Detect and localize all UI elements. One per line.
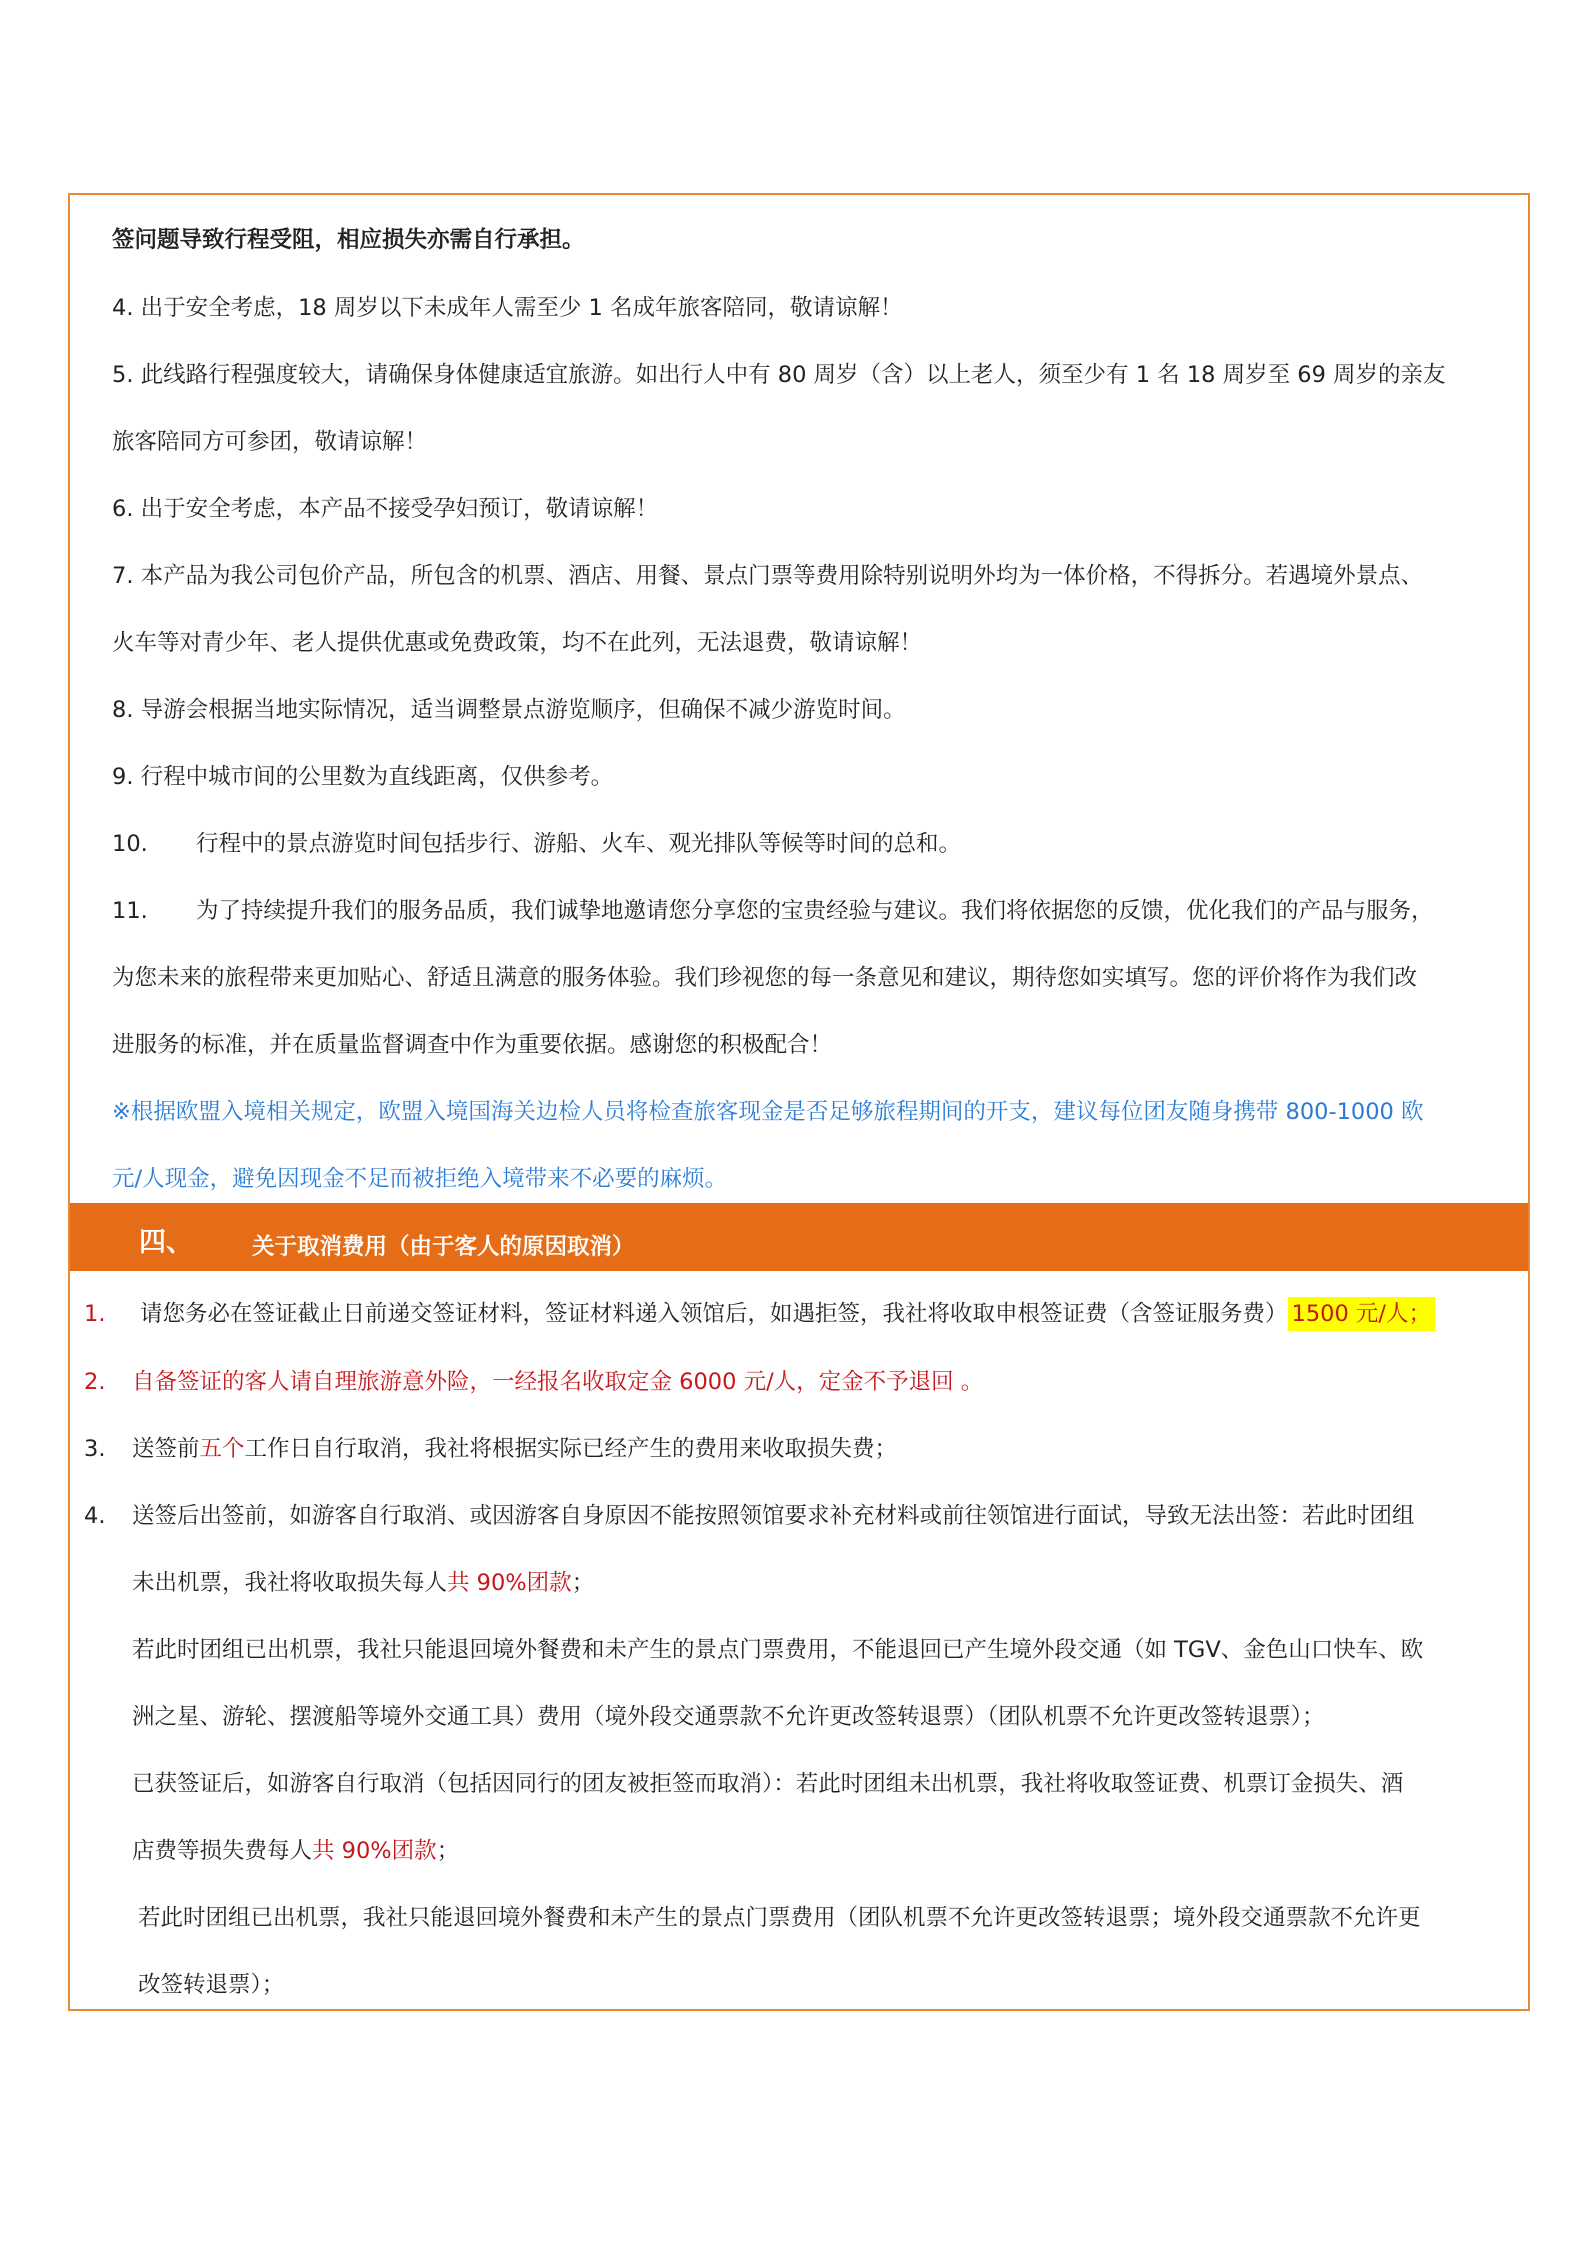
note-11-line3: 进服务的标准，并在质量监督调查中作为重要依据。感谢您的积极配合！ [112,1032,833,1058]
cancel-item-4-line2-post: ； [571,1570,595,1596]
note-6: 6. 出于安全考虑，本产品不接受孕妇预订，敬请谅解！ [112,496,659,522]
section-number: 四、 [139,1227,193,1258]
cancel-item-1-text: 请您务必在签证截止日前递交签证材料，签证材料递入领馆后，如遇拒签，我社将收取申根签证费（含签证服务费） [140,1301,1288,1327]
note-10-text: 行程中的景点游览时间包括步行、游船、火车、观光排队等候等时间的总和。 [196,831,962,857]
note-11-text: 为了持续提升我们的服务品质，我们诚挚地邀请您分享您的宝贵经验与建议。我们将依据您的反馈，优化我们的产品与服务， [196,898,1434,924]
cancel-item-4-line6-post: ； [436,1838,460,1864]
cancel-item-4-line4: 洲之星、游轮、摆渡船等境外交通工具）费用（境外段交通票款不允许更改签转退票）（团队机票不允许更改签转退票）； [132,1704,1325,1730]
note-5-line1: 5. 此线路行程强度较大，请确保身体健康适宜旅游。如出行人中有 80 周岁（含）以上老人，须至少有 1 名 18 周岁至 69 周岁的亲友 [112,362,1446,388]
cancel-item-4-line6-pre: 店费等损失费每人 [132,1838,313,1864]
cancel-item-1 [84,1298,1496,1330]
cancel-item-4-line1 [84,1500,1496,1532]
cancel-item-1-fee-highlight: 1500 元/人； [1288,1297,1436,1331]
cancel-item-4-line5: 已获签证后，如游客自行取消（包括因同行的团友被拒签而取消）：若此时团组未出机票，我社将收取签证费、机票订金损失、酒 [132,1771,1404,1797]
cancel-item-4-line8: 改签转退票）； [138,1972,285,1998]
cancel-item-3-days: 五个 [199,1436,245,1462]
cancel-item-3-post: 工作日自行取消，我社将根据实际已经产生的费用来收取损失费； [244,1436,898,1462]
note-11-number: 11. [112,898,148,924]
cancel-item-2-text: 自备签证的客人请自理旅游意外险，一经报名收取定金 6000 元/人，定金不予退回 。 [132,1369,984,1395]
cash-notice-line1: ※根据欧盟入境相关规定，欧盟入境国海关边检人员将检查旅客现金是否足够旅程期间的开支，建议每位团友随身携带 800-1000 欧 [112,1099,1424,1125]
cancel-item-3 [84,1433,1496,1465]
section-title: 关于取消费用（由于客人的原因取消） [252,1234,635,1260]
cancel-item-4-number: 4. [84,1503,106,1529]
cancel-item-4-line6 [132,1835,1544,1867]
note-7-line1: 7. 本产品为我公司包价产品，所包含的机票、酒店、用餐、景点门票等费用除特别说明外均为一体价格，不得拆分。若遇境外景点、 [112,563,1424,589]
cancel-item-2 [84,1366,1496,1398]
cancel-item-4-line6-percent: 共 90%团款 [312,1838,437,1864]
note-4: 4. 出于安全考虑，18 周岁以下未成年人需至少 1 名成年旅客陪同，敬请谅解！ [112,295,903,321]
cash-notice-line2: 元/人现金，避免因现金不足而被拒绝入境带来不必要的麻烦。 [112,1166,728,1192]
note-5-line2: 旅客陪同方可参团，敬请谅解！ [112,429,428,455]
note-7-line2: 火车等对青少年、老人提供优惠或免费政策，均不在此列，无法退费，敬请谅解！ [112,630,923,656]
cancel-item-4-line3: 若此时团组已出机票，我社只能退回境外餐费和未产生的景点门票费用，不能退回已产生境外段交通（如 TGV、金色山口快车、欧 [132,1637,1424,1663]
cancel-item-2-number: 2. [84,1369,106,1395]
note-10-number: 10. [112,831,148,857]
cancel-item-4-line2-pre: 未出机票，我社将收取损失每人 [132,1570,448,1596]
note-11-line1 [112,895,1524,927]
cancel-item-3-number: 3. [84,1436,106,1462]
cancel-item-1-number: 1. [84,1301,106,1327]
note-intro: 签问题导致行程受阻，相应损失亦需自行承担。 [112,227,585,253]
note-9: 9. 行程中城市间的公里数为直线距离，仅供参考。 [112,764,614,790]
cancel-item-4-line7: 若此时团组已出机票，我社只能退回境外餐费和未产生的景点门票费用（团队机票不允许更改签转退票；境外段交通票款不允许更 [138,1905,1421,1931]
note-8: 8. 导游会根据当地实际情况，适当调整景点游览顺序，但确保不减少游览时间。 [112,697,906,723]
note-11-line2: 为您未来的旅程带来更加贴心、舒适且满意的服务体验。我们珍视您的每一条意见和建议，期待您如实填写。您的评价将作为我们改 [112,965,1418,991]
cancel-item-4-line2 [132,1567,1544,1599]
cancel-item-4-text: 送签后出签前，如游客自行取消、或因游客自身原因不能按照领馆要求补充材料或前往领馆进行面试，导致无法出签：若此时团组 [132,1503,1415,1529]
note-10 [112,828,1524,860]
cancel-item-3-pre: 送签前 [132,1436,200,1462]
cancel-item-4-line2-percent: 共 90%团款 [447,1570,572,1596]
